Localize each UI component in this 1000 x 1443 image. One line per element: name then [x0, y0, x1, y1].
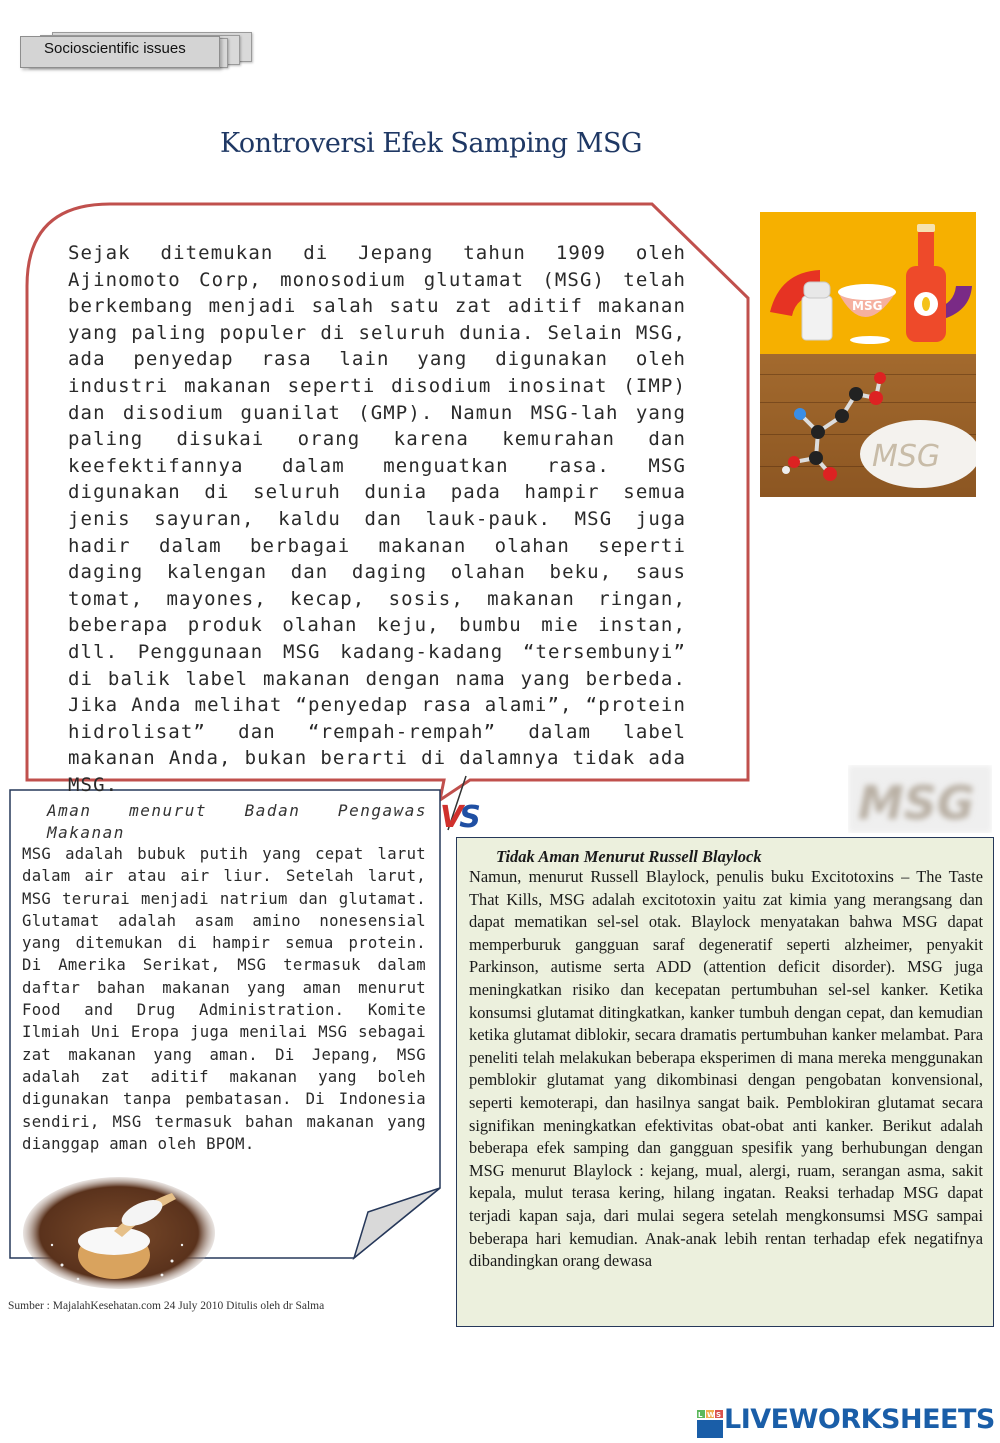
left-panel-text: MSG adalah bubuk putih yang cepat larut dalam air atau air liur. Setelah larut, MSG terurai menjadi natrium dan glutamat. Glutamat adalah asam amino nonesensial yang ditemukan di hampir semua protein. Di Amerika Serikat, MSG termasuk dalam daftar bahan makanan yang aman menurut Food and Drug Administration. Komite Ilmiah Uni Eropa juga menilai MSG sebagai zat makanan yang aman. Di Jepang, MSG adalah zat aditif makanan yang boleh digunakan tanpa pembatasan. Di Indonesia sendiri, MSG termasuk bahan makanan yang dianggap aman oleh BPOM.	[22, 845, 426, 1153]
logo-letter-l: L	[698, 1411, 703, 1419]
right-panel-text: Namun, menurut Russell Blaylock, penulis buku Excitotoxins – The Taste That Kills, MSG adalah excitotoxin yaitu zat kimia yang merangsang dan dapat mematikan sel-sel otak. Blaylock menyatakan bahwa MSG dapat memperburuk gangguan saraf degeneratif seperti alzheimer, penyakit Parkinson, autisme serta ADD (attention deficit disorder). MSG juga meningkatkan risiko dan kecepatan pertumbuhan sel-sel kanker. Ketika konsumsi glutamat ditingkatkan, kanker tumbuh dengan cepat, dan kemudian ketika glutamat diblokir, secara dramatis pertumbuhan kanker melambat. Para peneliti telah melakukan beberapa eksperimen di mana mereka menggunakan pemblokir glutamat yang dikombinasi dengan pengobatan konvensional, seperti kemoterapi, dan hasilnya sangat baik. Pemblokiran glutamat secara signifikan meningkatkan efektivitas obat-obat anti kanker. Berikut adalah beberapa efek samping dan gangguan spesifik yang berhubungan dengan MSG menurut Blaylock : kejang, mual, alergi, ruam, serangan asma, sakit kepala, mulut terasa kering, hilang ingatan. Reaksi terhadap MSG dapat terjadi kapan saja, dari mulai segera setelah mengkonsumsi MSG sampai beberapa hari kemudian. Anak-anak lebih rentan terhadap efek negatifnya dibandingkan orang dewasa	[469, 867, 983, 1271]
liveworksheets-logo-text[interactable]: LIVEWORKSHEETS	[724, 1404, 995, 1435]
salt-shaker-icon	[802, 296, 832, 340]
condiment-icons	[760, 212, 976, 354]
page-title: Kontroversi Efek Samping MSG	[219, 128, 643, 159]
tag-label: Socioscientific issues	[44, 40, 186, 57]
right-panel-title: Tidak Aman Menurut Russell Blaylock	[496, 847, 762, 866]
versus-mark	[440, 800, 477, 835]
salt-writing: MSG	[872, 439, 941, 474]
logo-letter-s: S	[716, 1411, 722, 1419]
intro-paragraph: Sejak ditemukan di Jepang tahun 1909 oleh Ajinomoto Corp, monosodium glutamat (MSG) telah berkembang menjadi salah satu zat aditif makanan yang paling populer di seluruh dunia. Selain MSG, ada penyedap rasa lain yang digunakan oleh industri makanan seperti disodium inosinat (IMP) dan disodium guanilat (GMP). Namun MSG-lah yang paling disukai orang karena kemurahan dan keefektifannya dalam menguatkan rasa. MSG digunakan di seluruh dunia pada hampir semua jenis sayuran, kaldu dan lauk-pauk. MSG juga hadir dalam berbagai makanan olahan seperti daging kalengan dan daging olahan beku, saus tomat, mayones, kecap, sosis, makanan ringan, beberapa produk olahan keju, bumbu mie instan, dll. Penggunaan MSG kadang-kadang “tersembunyi” di balik label makanan dengan nama yang berbeda. Jika Anda melihat “penyedap rasa alami”, “protein hidrolisat” dan “rempah-rempah” dalam label makanan Anda, bukan berarti di dalamnya tidak ada MSG.	[68, 242, 686, 796]
bowl-label: MSG	[852, 299, 883, 313]
liveworksheets-logo-icon	[697, 1408, 723, 1440]
stamp-text: MSG	[858, 776, 975, 830]
logo-letter-w: W	[707, 1411, 715, 1419]
vs-letter-v: V	[440, 800, 460, 835]
msg-salt-stamp	[848, 765, 992, 833]
msg-illustration	[760, 212, 976, 497]
left-panel-title: Aman menurut Badan Pengawas Makanan	[47, 801, 427, 842]
source-citation: Sumber : MajalahKesehatan.com 24 July 2010 Ditulis oleh dr Salma	[8, 1300, 325, 1312]
salt-bowl-image	[22, 1175, 216, 1291]
molecule-and-salt	[760, 354, 976, 497]
vs-letter-s: S	[459, 800, 477, 835]
